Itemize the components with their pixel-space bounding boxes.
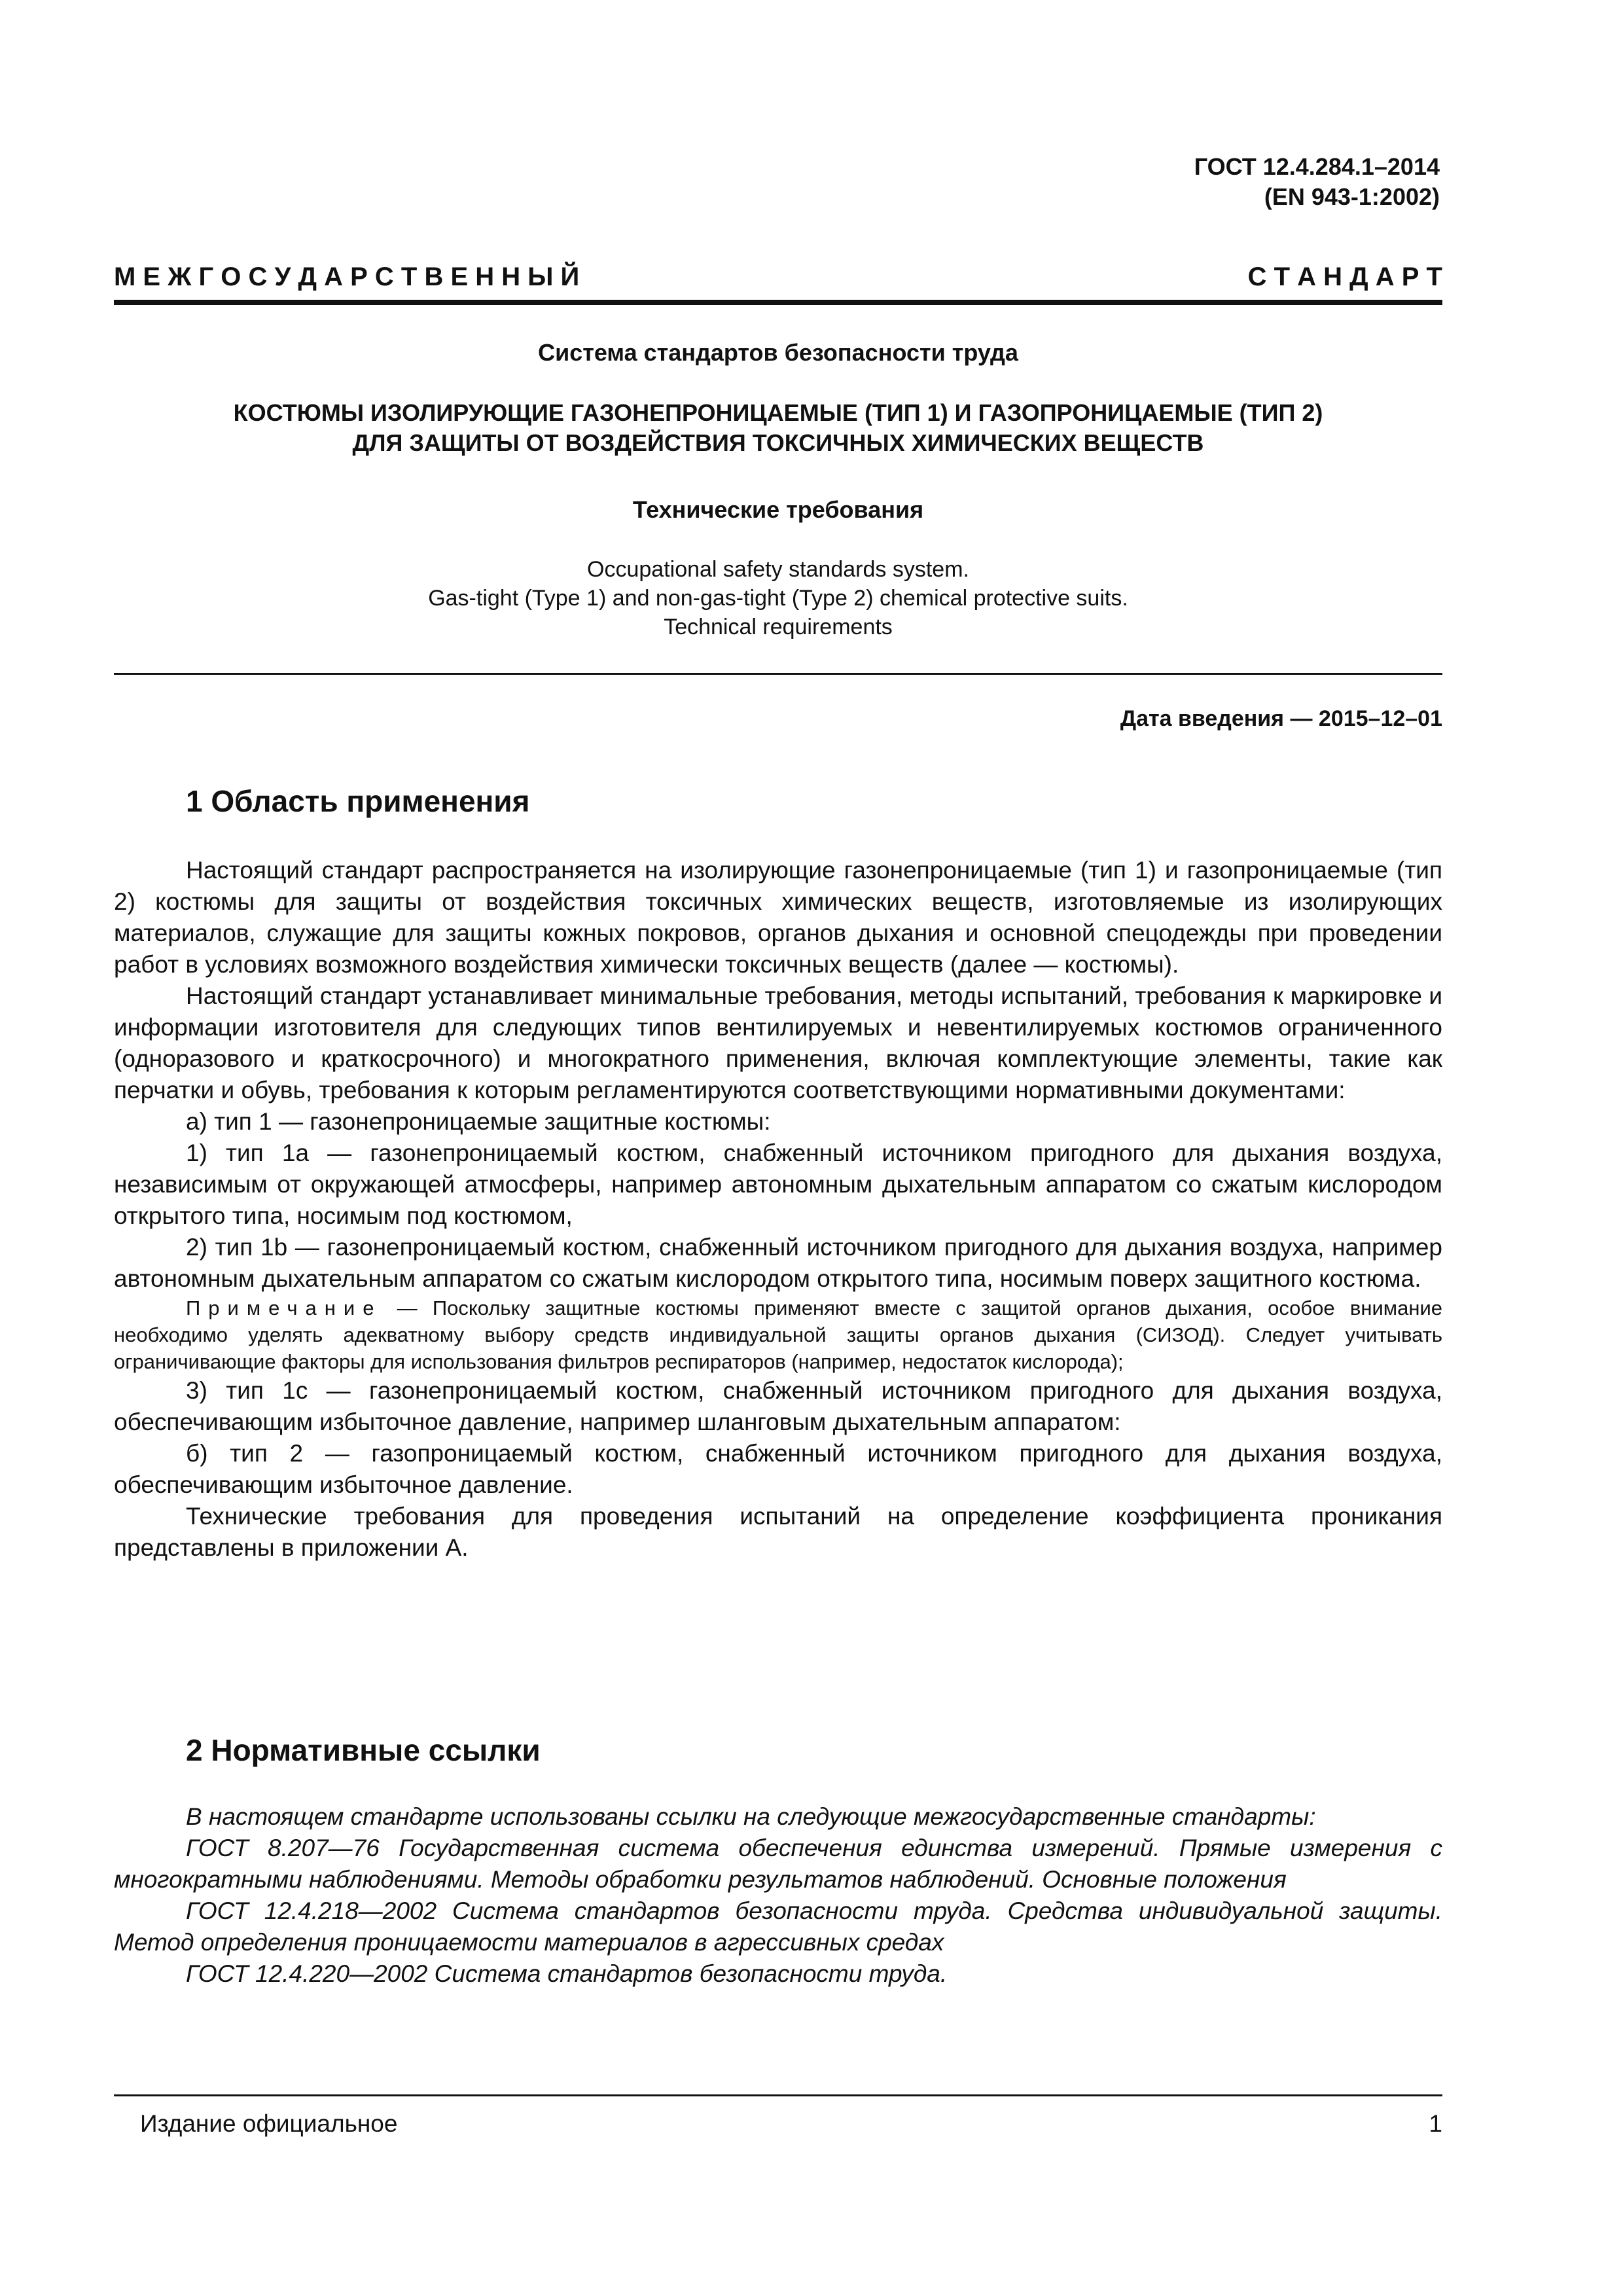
english-title bbox=[114, 555, 1442, 641]
document-title-line-1: КОСТЮМЫ ИЗОЛИРУЮЩИЕ ГАЗОНЕПРОНИЦАЕМЫЕ (ТИП 1) И ГАЗОПРОНИЦАЕМЫЕ (ТИП 2) bbox=[233, 399, 1323, 426]
list-item: 2) тип 1b — газонепроницаемый костюм, снабженный источником пригодного для дыхания воздуха, например автономным дыхательным аппаратом со сжатым кислородом открытого типа, носимым поверх защитного костюма. bbox=[114, 1234, 1442, 1292]
page-number: 1 bbox=[1429, 2110, 1442, 2137]
paragraph: Технические требования для проведения испытаний на определение коэффициента проникания представлены в приложении А. bbox=[114, 1503, 1442, 1561]
document-title bbox=[114, 398, 1442, 458]
reference-item: ГОСТ 8.207—76 Государственная система обеспечения единства измерений. Прямые измерения с многократными наблюдениями. Методы обработки результатов наблюдений. Основные положения bbox=[114, 1835, 1442, 1893]
document-title-line-2: ДЛЯ ЗАЩИТЫ ОТ ВОЗДЕЙСТВИЯ ТОКСИЧНЫХ ХИМИЧЕСКИХ ВЕЩЕСТВ bbox=[352, 429, 1204, 456]
footer-divider bbox=[114, 2094, 1442, 2096]
note-text: — Поскольку защитные костюмы применяют вместе с защитой органов дыхания, особое внимание необходимо уделять адекватному выбору средств индивидуальной защиты органов дыхания (СИЗОД). Следует учитывать ограничивающие факторы для использования фильтров респираторов (например, недостаток кислорода); bbox=[114, 1297, 1442, 1373]
standard-code-en: (EN 943-1:2002) bbox=[1264, 183, 1440, 210]
header-divider bbox=[114, 300, 1442, 305]
list-item: б) тип 2 — газопроницаемый костюм, снабженный источником пригодного для дыхания воздуха, обеспечивающим избыточное давление. bbox=[114, 1440, 1442, 1498]
section-1-heading: 1 Область применения bbox=[186, 784, 530, 818]
banner-word-interstate: М Е Ж Г О С У Д А Р С Т В Е Н Н Ы Й bbox=[114, 262, 580, 291]
paragraph: Настоящий стандарт распространяется на изолирующие газонепроницаемые (тип 1) и газопроницаемые (тип 2) костюмы для защиты от воздействия токсичных химических веществ, изготовляемые из изолирующих материалов, служащие для защиты кожных покровов, органов дыхания и основной спецодежды при проведении работ в условиях возможного воздействия химически токсичных веществ (далее — костюмы). bbox=[114, 857, 1442, 978]
standards-series: Система стандартов безопасности труда bbox=[538, 339, 1018, 366]
english-title-line-1: Occupational safety standards system. bbox=[587, 557, 969, 582]
paragraph: В настоящем стандарте использованы ссылки на следующие межгосударственные стандарты: bbox=[186, 1803, 1316, 1830]
reference-item: ГОСТ 12.4.220—2002 Система стандартов безопасности труда. bbox=[186, 1960, 948, 1987]
banner-word-standard: С Т А Н Д А Р Т bbox=[1247, 262, 1442, 291]
standard-code bbox=[1194, 152, 1440, 212]
section-2-body bbox=[114, 1801, 1442, 1990]
title-divider bbox=[114, 673, 1442, 675]
english-title-line-2: Gas-tight (Type 1) and non-gas-tight (Type 2) chemical protective suits. bbox=[428, 586, 1128, 611]
english-title-line-3: Technical requirements bbox=[664, 615, 893, 639]
edition-label: Издание официальное bbox=[140, 2110, 398, 2137]
section-2-heading: 2 Нормативные ссылки bbox=[186, 1733, 541, 1767]
note-label: Примечание bbox=[186, 1297, 382, 1319]
introduction-date: Дата введения — 2015–12–01 bbox=[1120, 706, 1442, 731]
document-subtitle: Технические требования bbox=[632, 496, 924, 523]
standard-code-ru: ГОСТ 12.4.284.1–2014 bbox=[1194, 153, 1440, 180]
paragraph: Настоящий стандарт устанавливает минимальные требования, методы испытаний, требования к маркировке и информации изготовителя для следующих типов вентилируемых и невентилируемых костюмов ограниченного (одноразового и краткосрочного) и многократного применения, включая комплектующие элементы, такие как перчатки и обувь, требования к которым регламентируются соответствующими нормативными документами: bbox=[114, 982, 1442, 1103]
reference-item: ГОСТ 12.4.218—2002 Система стандартов безопасности труда. Средства индивидуальной защиты. Метод определения проницаемости материалов в агрессивных средах bbox=[114, 1897, 1442, 1956]
list-item: 3) тип 1с — газонепроницаемый костюм, снабженный источником пригодного для дыхания воздуха, обеспечивающим избыточное давление, например шланговым дыхательным аппаратом: bbox=[114, 1377, 1442, 1435]
list-item: а) тип 1 — газонепроницаемые защитные костюмы: bbox=[186, 1108, 771, 1135]
section-1-body bbox=[114, 855, 1442, 1564]
list-item: 1) тип 1а — газонепроницаемый костюм, снабженный источником пригодного для дыхания воздуха, независимым от окружающей атмосферы, например автономным дыхательным аппаратом со сжатым кислородом открытого типа, носимым под костюмом, bbox=[114, 1139, 1442, 1229]
standard-type-banner bbox=[114, 260, 1442, 293]
note bbox=[114, 1295, 1442, 1375]
